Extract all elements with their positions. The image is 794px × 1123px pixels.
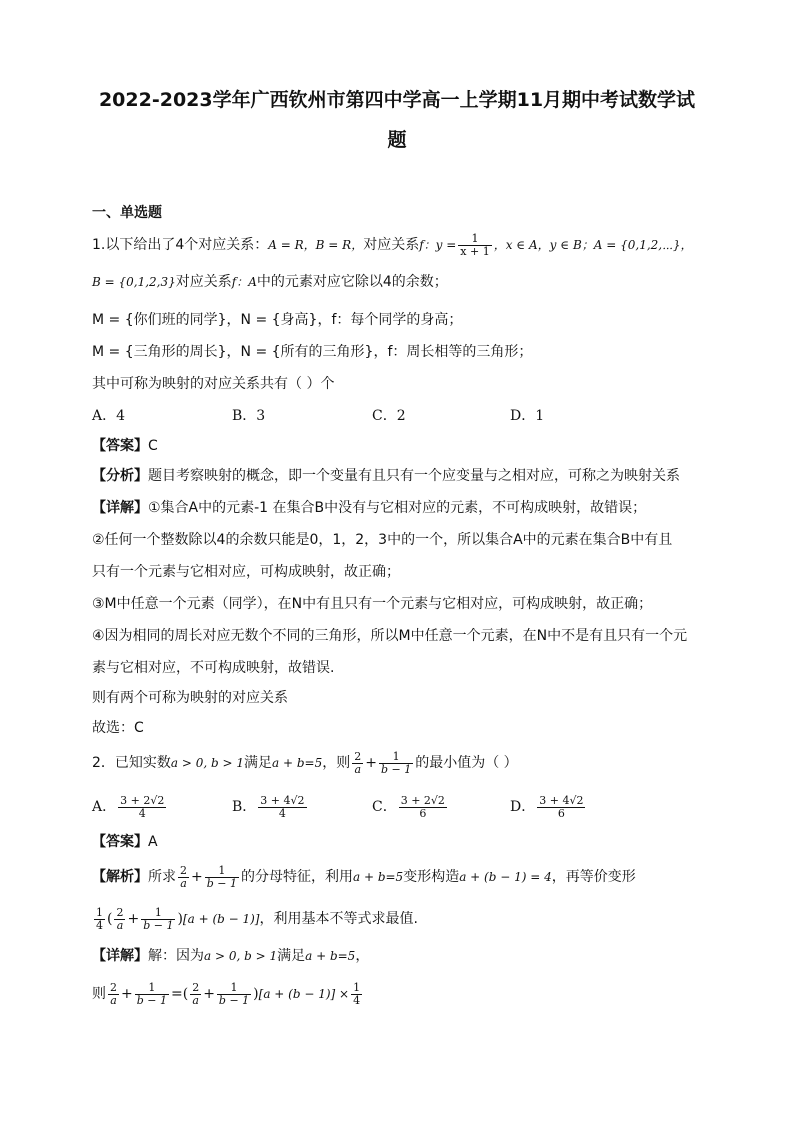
parse-c: 变形构造 [403,869,460,885]
q1-detail3: 只有一个元素与它相对应，可构成映射，故正确； [92,564,400,580]
eq-plus: + [121,986,133,1002]
q1-detail5: ④因为相同的周长对应无数个不同的三角形，所以M中任意一个元素，在N中不是有且只有一个元 [92,628,688,644]
eq-quarter-num: 1 [353,980,361,994]
q2-stem-d: 的最小值为（ ） [415,755,518,771]
q2-option-a-frac [118,795,166,820]
q2-option-a [92,792,168,822]
q1-line2-f: f：A [231,275,257,289]
eq-plus2: + [203,986,215,1002]
analysis-text: 题目考察映射的概念，即一个变量有且只有一个应变量与之相对应，可称之为映射关系 [148,468,680,484]
q2-stem-c: ，则 [322,755,351,771]
parse-frac2 [205,865,239,890]
eq-sign: = [170,986,183,1002]
detail-b: 满足 [277,948,306,964]
q1-detail1 [92,498,646,518]
q2-stem [92,748,518,778]
parse-frac1 [178,865,189,890]
q2-detail [92,946,369,966]
detail-sum: a + b=5 [305,949,356,963]
q1-frac-num: 1 [458,233,491,246]
q2-sum: a + b=5 [272,756,323,770]
parse2-expr: [a + (b − 1)] [182,912,260,926]
section-heading: 一、单选题 [92,205,162,221]
detail-text: ①集合A中的元素-1 在集合B中没有与它相对应的元素，不可构成映射，故错误； [148,500,647,516]
q1-detail4: ③M中任意一个元素（同学），在N中有且只有一个元素与它相对应，可构成映射，故正确； [92,596,653,612]
parse-frac2-den: b − 1 [206,876,237,890]
q1-line4: M = {三角形的周长}，N = {所有的三角形}，f：周长相等的三角形； [92,344,533,360]
q1-sets: A = R，B = R， [268,238,364,252]
q2-frac2-num: 1 [379,751,413,764]
detail-tag: 【详解】 [92,500,148,516]
parse2-quarter-num: 1 [96,905,103,919]
q1-relation-label: 对应关系 [363,237,420,253]
eq-then: 则 [92,986,106,1002]
parse2-quarter [94,907,105,932]
parse-plus: + [191,869,203,885]
parse2-frac2 [141,907,175,932]
eq-frac1-num: 2 [110,980,117,994]
eq-frac4 [217,982,251,1007]
eq-bracket: [a + (b − 1)] × [258,987,350,1001]
q2-option-a-label: A． [92,799,117,815]
q2-parse-line2: $\frac{1}{4}$ ( $\frac{2}{a}$ + $\frac{1}{b - 1}$ )[a + (b − 1)]，利用基本不等式求最值. [96,905,418,932]
eq-quarter-den: 4 [353,993,361,1007]
q1-analysis [92,466,680,486]
q1-choice: 故选：C [92,720,144,736]
parse-sum: a + b=5 [352,870,404,884]
q1-line2-rest: 中的元素对应它除以4的余数； [256,274,448,290]
q2-option-b [232,792,309,822]
detail-a: 解：因为 [148,948,204,964]
q1-option-a: A．4 [92,408,126,424]
q1-domain: ，x ∈ A，y ∈ B； [493,238,594,252]
q2-parse [92,862,636,892]
answer-tag: 【答案】 [92,438,148,454]
q1-set-a: A = {0,1,2,⋯}， [593,238,693,252]
q1-question: 其中可称为映射的对应关系共有（ ）个 [92,376,335,392]
q2-option-c-num: 3 + 2√2 [400,793,445,807]
q2-frac1-den: a [354,762,362,776]
eq-frac2-num: 1 [135,982,169,995]
parse-eq: a + (b − 1) = 4 [459,870,552,884]
q2-frac1 [352,751,363,776]
q2-stem-a: 2．已知实数 [92,755,171,771]
detail-tag: 【详解】 [92,948,148,964]
parse2-frac1-num: 2 [116,905,124,919]
parse2-frac2-den: b − 1 [143,918,174,932]
q2-option-c-label: C． [372,799,397,815]
q2-option-d-num: 3 + 4√2 [539,793,584,807]
q2-option-c-frac [399,795,447,820]
detail-c: ， [355,948,370,964]
q2-option-b-den: 4 [278,806,286,820]
q2-stem-b: 满足 [244,755,273,771]
q1-option-d: D．1 [510,408,545,424]
analysis-tag: 【分析】 [92,468,148,484]
q1-detail7: 则有两个可称为映射的对应关系 [92,690,288,706]
parse2-frac1-den: a [116,918,124,932]
q1-line3: M = {你们班的同学}，N = {身高}，f：每个同学的身高； [92,312,463,328]
eq-frac3-num: 2 [192,980,200,994]
q2-option-c [372,792,449,822]
q1-stem-text: 1.以下给出了4个对应关系： [92,237,269,253]
q2-answer [92,832,158,852]
detail-cond: a > 0, b > 1 [204,949,278,963]
q2-option-a-num: 3 + 2√2 [120,793,165,807]
parse-tag: 【解析】 [92,869,148,885]
q2-option-d-den: 6 [557,806,565,820]
eq-frac4-num: 1 [217,982,251,995]
q2-condition: a > 0, b > 1 [170,756,245,770]
q1-option-b: B．3 [232,408,266,424]
answer-value: C [148,438,158,454]
q1-line2 [92,272,448,292]
q2-option-c-den: 6 [419,806,427,820]
q1-frac-den: x + 1 [460,244,490,258]
q2-frac1-num: 2 [354,749,362,763]
eq-frac2 [135,982,169,1007]
q2-option-d-frac [537,795,585,820]
parse2-frac1 [114,907,125,932]
q1-detail6: 素与它相对应，不可构成映射，故错误. [92,660,335,676]
eq-frac3 [190,982,201,1007]
q1-option-c: C．2 [372,408,406,424]
q2-option-b-label: B． [232,799,257,815]
eq-frac1-den: a [110,993,117,1007]
eq-frac4-den: b − 1 [218,993,250,1007]
parse-d: ，再等价变形 [551,869,636,885]
eq-frac1 [108,982,119,1007]
q1-set-b: B = {0,1,2,3} [92,275,176,289]
q1-detail2: ②任何一个整数除以4的余数只能是0，1，2，3中的一个，所以集合A中的元素在集合B中有且 [92,532,673,548]
answer-tag: 【答案】 [92,834,148,850]
q1-function: f：y = [419,238,457,252]
eq-quarter [351,982,362,1007]
q1-fraction [458,233,491,258]
q1-line2-label: 对应关系 [175,274,232,290]
parse-frac2-num: 1 [205,865,239,878]
doc-title-line2: 题 [387,129,407,151]
parse2-quarter-den: 4 [96,918,103,932]
parse2-plus: + [127,911,140,927]
q2-option-a-den: 4 [138,806,146,820]
eq-frac2-den: b − 1 [136,993,167,1007]
doc-title-line1: 2022-2023学年广西钦州市第四中学高一上学期11月期中考试数学试 [98,89,696,111]
parse2-text: ，利用基本不等式求最值. [259,911,418,927]
q2-frac2 [379,751,413,776]
q2-option-b-frac [258,795,306,820]
q2-frac2-den: b − 1 [380,762,412,776]
q2-option-d-label: D． [510,799,536,815]
parse-a: 所求 [148,869,176,885]
parse2-frac2-num: 1 [141,907,175,920]
parse-b: 的分母特征，利用 [240,869,353,885]
q1-stem [92,230,693,260]
parse-frac1-num: 2 [180,863,187,877]
answer-value: A [148,834,158,850]
q2-option-b-num: 3 + 4√2 [260,793,305,807]
q2-plus: + [365,755,377,771]
parse-frac1-den: a [180,876,187,890]
eq-frac3-den: a [192,993,199,1007]
q2-option-d [510,792,587,822]
q2-equation: 则 $\frac{2}{a}$ + $\frac{1}{b - 1}$ =( $\frac{2}{a}$ + $\frac{1}{b - 1}$ )[a + (b − 1)] × $\frac{1}{4}$ [92,980,361,1007]
q1-answer [92,436,158,456]
